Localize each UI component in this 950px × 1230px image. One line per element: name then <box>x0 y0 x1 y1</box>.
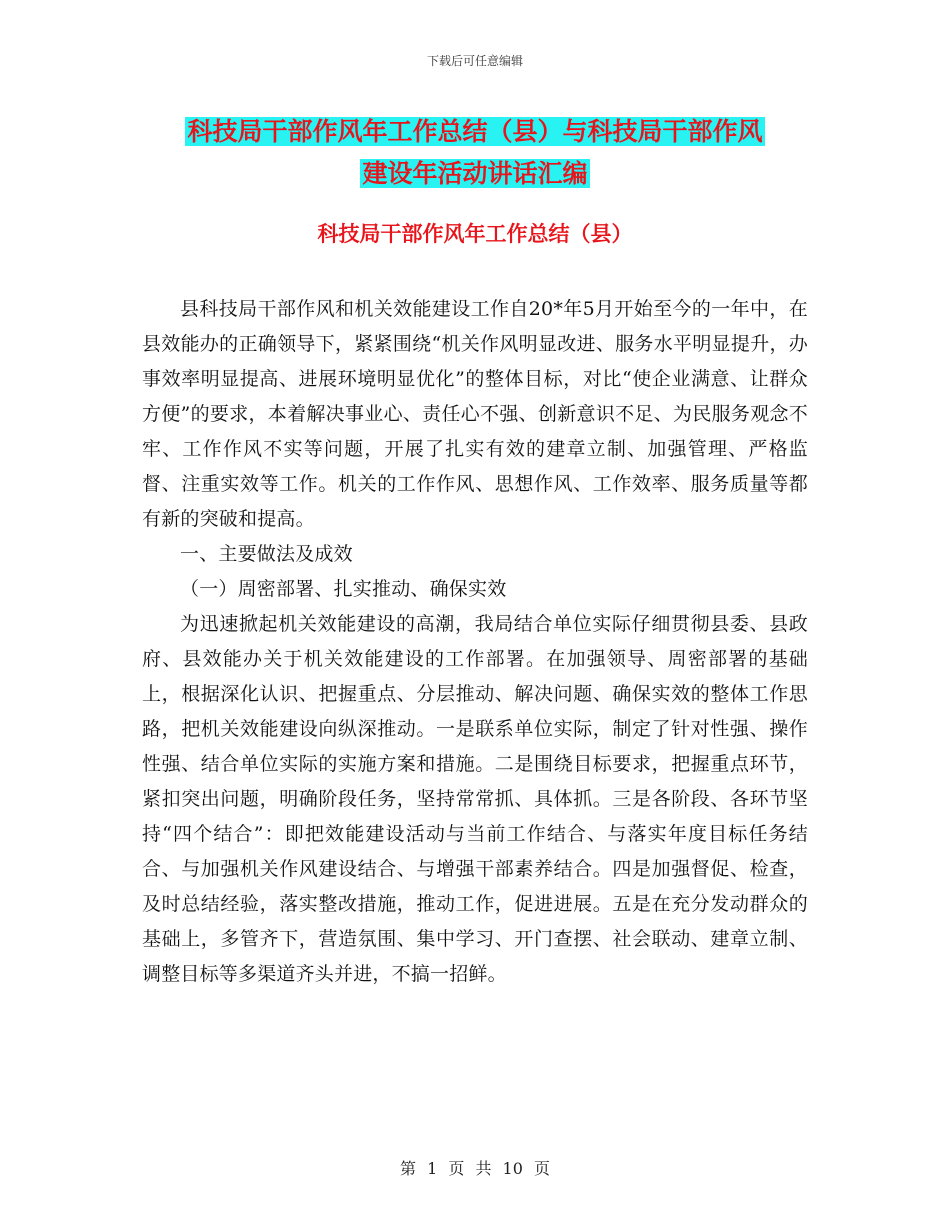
main-title-line-1 <box>0 110 950 154</box>
subheading-1: （一）周密部署、扎实推动、确保实效 <box>180 578 507 600</box>
page-footer: 第 1 页 共 10 页 <box>400 1159 550 1178</box>
heading-main-practices: 一、主要做法及成效 <box>180 543 353 565</box>
main-title-line-1-text: 科技局干部作风年工作总结（县）与科技局干部作风 <box>187 117 763 146</box>
header-note: 下载后可任意编辑 <box>426 54 523 68</box>
paragraph-practices: 为迅速掀起机关效能建设的高潮，我局结合单位实际仔细贯彻县委、县政府、县效能办关于机关效能建设的工作部署。在加强领导、周密部署的基础上，根据深化认识、把握重点、分层推动、解决问题、确保实效的整体工作思路，把机关效能建设向纵深推动。一是联系单位实际，制定了针对性强、操作性强、结合单位实际的实施方案和措施。二是围绕目标要求，把握重点环节，紧扣突出问题，明确阶段任务，坚持常常抓、具体抓。三是各阶段、各环节坚持“四个结合”：即把效能建设活动与当前工作结合、与落实年度目标任务结合、与加强机关作风建设结合、与增强干部素养结合。四是加强督促、检查，及时总结经验，落实整改措施，推动工作，促进进展。五是在充分发动群众的基础上，多管齐下，营造氛围、集中学习、开门查摆、社会联动、建章立制、调整目标等多渠道齐头并进，不搞一招鲜。 <box>142 613 808 985</box>
section-title: 科技局干部作风年工作总结（县） <box>317 222 633 246</box>
main-title-line-2-text: 建设年活动讲话汇编 <box>362 159 588 188</box>
document-body <box>142 292 808 992</box>
main-title-line-2 <box>0 152 950 196</box>
paragraph-intro: 县科技局干部作风和机关效能建设工作自20*年5月开始至今的一年中，在县效能办的正确领导下，紧紧围绕“机关作风明显改进、服务水平明显提升，办事效率明显提高、进展环境明显优化”的整体目标，对比“使企业满意、让群众方便”的要求，本着解决事业心、责任心不强、创新意识不足、为民服务观念不牢、工作作风不实等问题，开展了扎实有效的建章立制、加强管理、严格监督、注重实效等工作。机关的工作作风、思想作风、工作效率、服务质量等都有新的突破和提高。 <box>142 298 808 530</box>
